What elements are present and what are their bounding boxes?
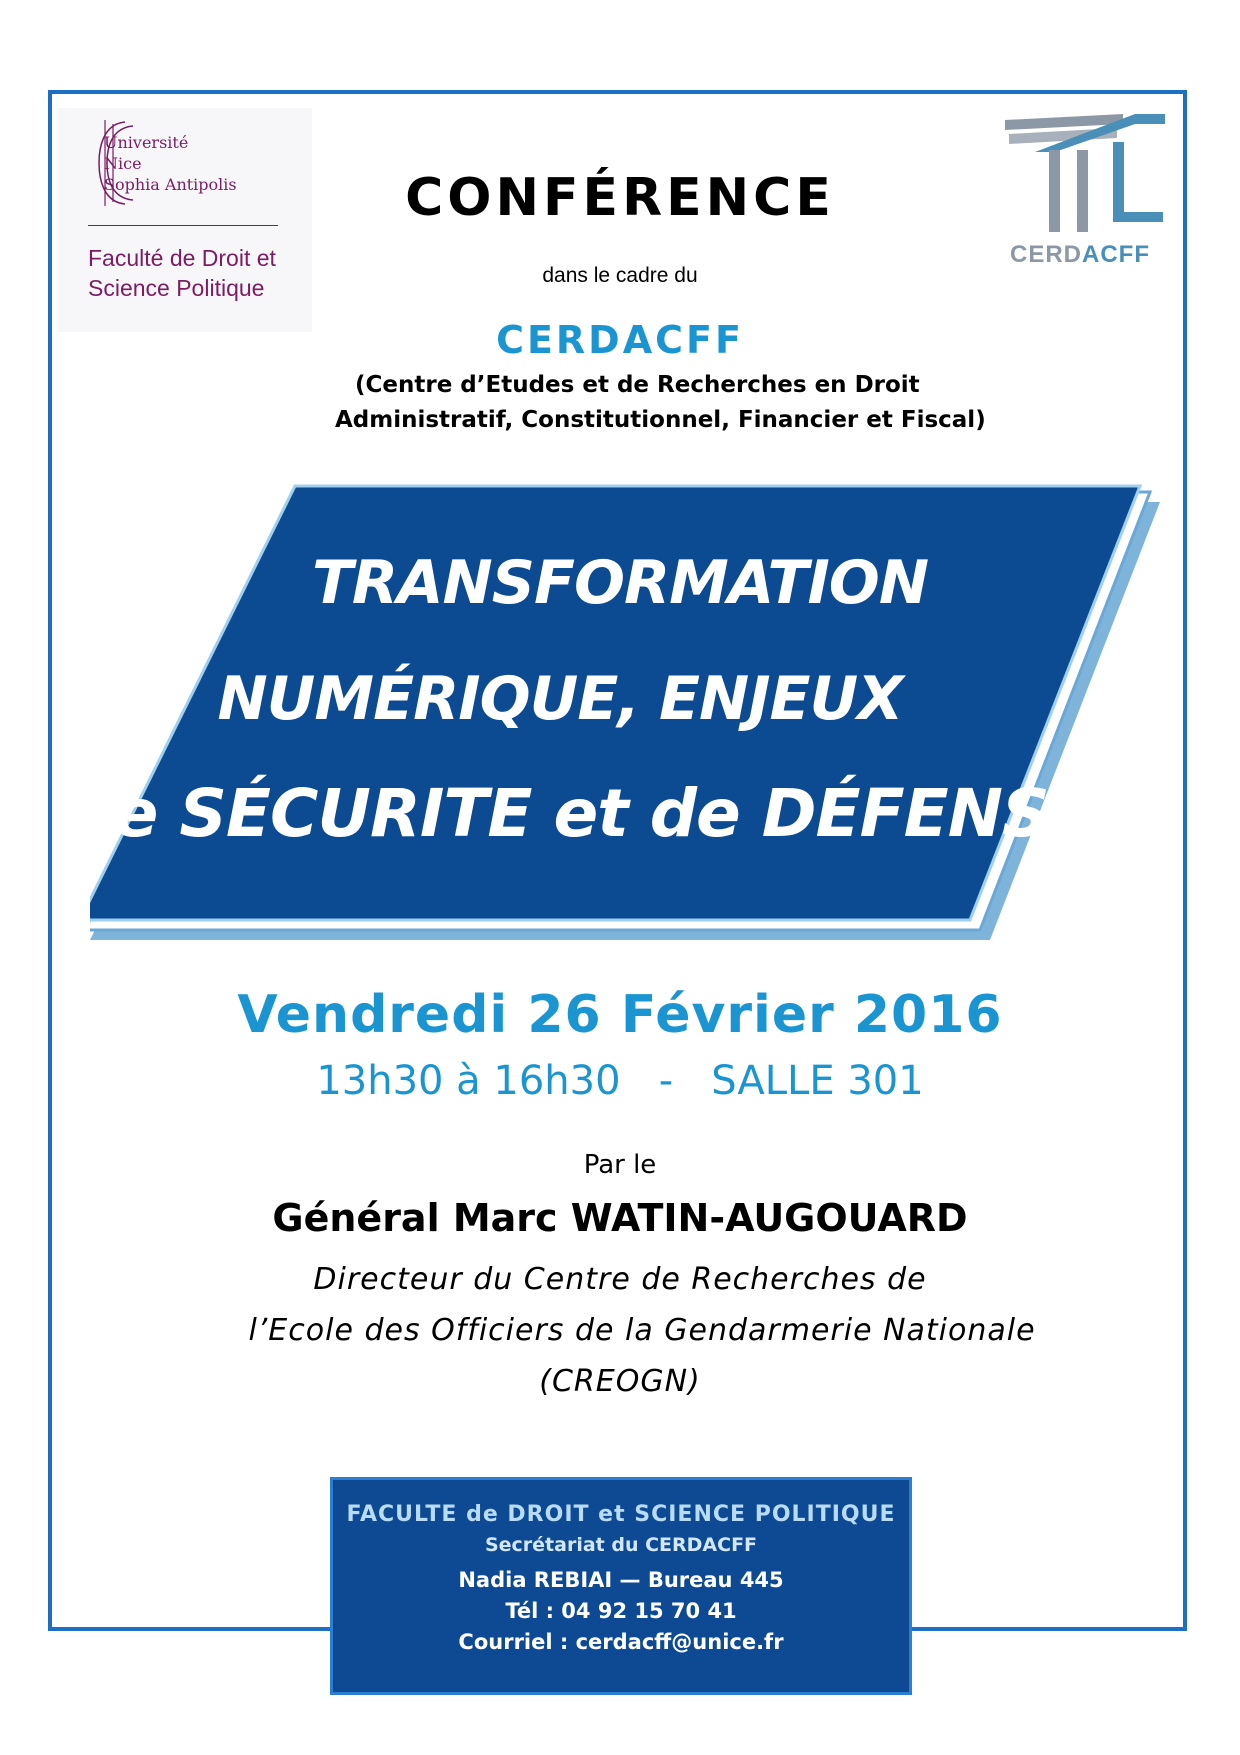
university-name-line1: Université	[104, 133, 189, 152]
organization-acronym: CERDACFF	[496, 318, 744, 362]
university-name-line3: Sophia Antipolis	[104, 175, 237, 194]
contact-phone: Tél : 04 92 15 70 41	[505, 1599, 737, 1623]
university-name-line2: Nice	[104, 154, 142, 173]
event-date: Vendredi 26 Février 2016	[237, 985, 1003, 1045]
contact-faculty: FACULTE de DROIT et SCIENCE POLITIQUE	[346, 1502, 896, 1527]
cerdacff-logo-part-b: ACFF	[1082, 241, 1150, 268]
contact-email: Courriel : cerdacff@unice.fr	[458, 1630, 784, 1654]
banner-title-line2: NUMÉRIQUE, ENJEUX	[217, 664, 903, 734]
organization-full-name-line1: (Centre d’Etudes et de Recherches en Droit	[355, 372, 920, 398]
speaker-role-line1: Directeur du Centre de Recherches de	[313, 1262, 927, 1297]
banner-title-line1: TRANSFORMATION	[311, 548, 929, 618]
speaker-role-line2: l’Ecole des Officiers de la Gendarmerie Nationale	[248, 1313, 1036, 1348]
organization-full-name-line2: Administratif, Constitutionnel, Financier et Fiscal)	[335, 407, 986, 433]
contact-person: Nadia REBIAI — Bureau 445	[458, 1568, 784, 1592]
contact-secretariat: Secrétariat du CERDACFF	[484, 1534, 758, 1556]
contact-box	[330, 1477, 912, 1695]
speaker-role-line3: (CREOGN)	[539, 1364, 701, 1399]
speaker-name: Général Marc WATIN-AUGOUARD	[272, 1196, 968, 1240]
event-time-room: 13h30 à 16h30 - SALLE 301	[316, 1058, 924, 1104]
banner-title-line3: de SÉCURITE et de DÉFENSE	[67, 775, 1093, 852]
speaker-intro: Par le	[583, 1150, 657, 1180]
conference-subtitle: dans le cadre du	[542, 264, 698, 287]
faculty-line2: Science Politique	[88, 275, 265, 301]
faculty-line1: Faculté de Droit et	[88, 245, 276, 271]
conference-title: CONFÉRENCE	[405, 168, 835, 228]
cerdacff-logo-part-a: CERD	[1010, 241, 1083, 268]
